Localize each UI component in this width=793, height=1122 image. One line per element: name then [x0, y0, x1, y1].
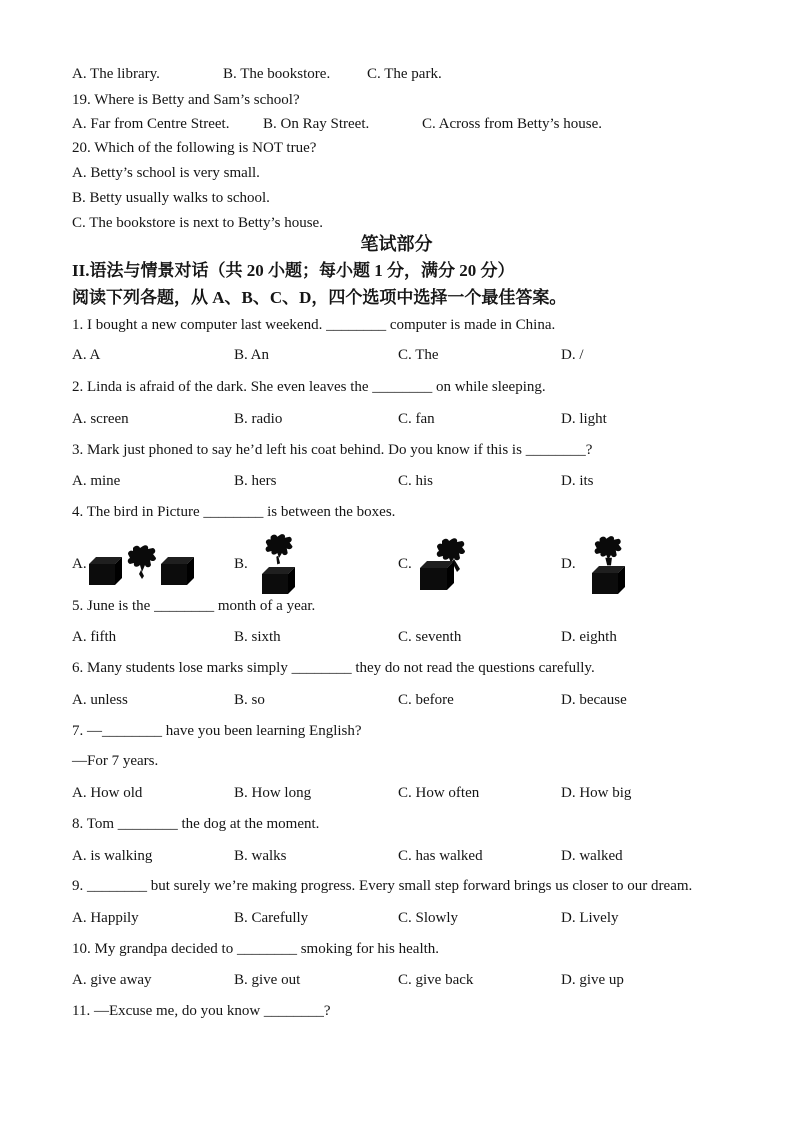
box-icon: [420, 561, 454, 590]
bird-on-box-corner-image: [420, 537, 476, 595]
option-c: C. The: [398, 347, 439, 363]
option-c: C. give back: [398, 972, 474, 988]
option-d: D. its: [561, 473, 594, 489]
option-b: B. sixth: [234, 629, 281, 645]
option-a: A. mine: [72, 473, 121, 489]
option-d: D. give up: [561, 972, 624, 988]
q11-text: 11. —Excuse me, do you know ________?: [72, 1003, 331, 1019]
box-icon: [161, 557, 194, 585]
option-c: C. fan: [398, 411, 435, 427]
option-d: D. because: [561, 692, 627, 708]
option-d: D. eighth: [561, 629, 617, 645]
q20-option-c: C. The bookstore is next to Betty’s house.: [72, 215, 323, 231]
option-c: C. his: [398, 473, 434, 489]
box-icon: [592, 566, 625, 594]
bird-above-box-image: [258, 533, 300, 595]
option-a: A. A: [72, 347, 101, 363]
option-a: A. fifth: [72, 629, 117, 645]
option-b: B. An: [234, 347, 270, 363]
section-heading: 笔试部分: [360, 234, 433, 254]
option-b: B. Carefully: [234, 910, 309, 926]
bird-on-top-of-box-image: [586, 535, 632, 595]
q20-text: 20. Which of the following is NOT true?: [72, 140, 317, 156]
q20-option-b: B. Betty usually walks to school.: [72, 190, 270, 206]
bird-icon: [128, 545, 156, 579]
option-a: A. screen: [72, 411, 129, 427]
option-a: A. is walking: [72, 848, 153, 864]
option-d: D. /: [561, 347, 584, 363]
q5-text: 5. June is the ________ month of a year.: [72, 598, 316, 614]
option-c: C. How often: [398, 785, 480, 801]
q7-reply: —For 7 years.: [72, 753, 159, 769]
box-icon: [262, 567, 295, 594]
option-b: B. How long: [234, 785, 312, 801]
option-b: B. give out: [234, 972, 301, 988]
option-b: B. so: [234, 692, 265, 708]
option-c: C. Slowly: [398, 910, 459, 926]
bird-icon: [266, 534, 293, 564]
q8-text: 8. Tom ________ the dog at the moment.: [72, 816, 320, 832]
q3-text: 3. Mark just phoned to say he’d left his coat behind. Do you know if this is ________?: [72, 442, 593, 458]
option-d: D. Lively: [561, 910, 619, 926]
q7-text: 7. —________ have you been learning English?: [72, 723, 362, 739]
option-a: A. unless: [72, 692, 128, 708]
option-c: C. before: [398, 692, 454, 708]
option-a: A. The library.: [72, 66, 160, 82]
picture-label-a: A.: [72, 556, 87, 572]
option-b: B. The bookstore.: [223, 66, 331, 82]
q10-text: 10. My grandpa decided to ________ smoking for his health.: [72, 941, 440, 957]
option-a: A. Far from Centre Street.: [72, 116, 230, 132]
option-a: A. give away: [72, 972, 152, 988]
option-b: B. hers: [234, 473, 277, 489]
bird-icon: [595, 536, 622, 565]
q4-text: 4. The bird in Picture ________ is between the boxes.: [72, 504, 396, 520]
option-c: C. has walked: [398, 848, 483, 864]
option-d: D. walked: [561, 848, 623, 864]
option-b: B. walks: [234, 848, 287, 864]
option-b: B. radio: [234, 411, 283, 427]
picture-label-b: B.: [234, 556, 248, 572]
option-d: D. How big: [561, 785, 632, 801]
q19-text: 19. Where is Betty and Sam’s school?: [72, 92, 300, 108]
bird-between-two-boxes-image: [89, 540, 195, 588]
q2-text: 2. Linda is afraid of the dark. She even leaves the ________ on while sleeping.: [72, 379, 546, 395]
option-d: D. light: [561, 411, 607, 427]
picture-label-d: D.: [561, 556, 576, 572]
box-icon: [89, 557, 122, 585]
q1-text: 1. I bought a new computer last weekend. ________ computer is made in China.: [72, 317, 556, 333]
instructions: 阅读下列各题，从 A、B、C、D，四个选项中选择一个最佳答案。: [72, 288, 567, 307]
option-c: C. The park.: [367, 66, 442, 82]
option-a: A. How old: [72, 785, 143, 801]
option-b: B. On Ray Street.: [263, 116, 370, 132]
option-c: C. Across from Betty’s house.: [422, 116, 602, 132]
option-a: A. Happily: [72, 910, 139, 926]
picture-label-c: C.: [398, 556, 412, 572]
q20-option-a: A. Betty’s school is very small.: [72, 165, 260, 181]
option-c: C. seventh: [398, 629, 462, 645]
q9-text: 9. ________ but surely we’re making progress. Every small step forward brings us closer to our dream.: [72, 878, 693, 894]
q6-text: 6. Many students lose marks simply ________ they do not read the questions carefully.: [72, 660, 595, 676]
part-title: II.语法与情景对话（共 20 小题；每小题 1 分，满分 20 分）: [72, 261, 515, 280]
